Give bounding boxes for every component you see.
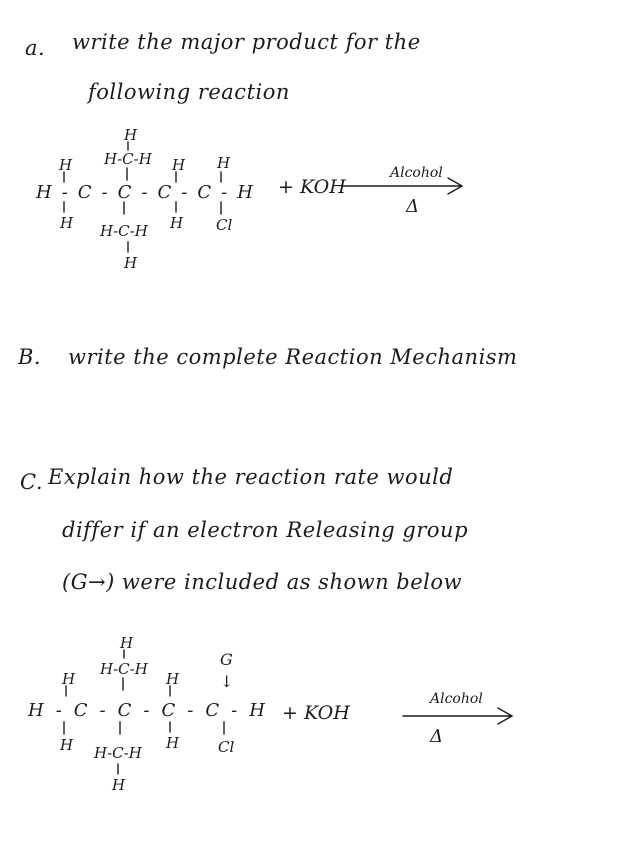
question-c-line3: (G→) were included as shown below [62, 570, 463, 594]
reaction1-molecule [0, 120, 633, 280]
reaction2-molecule [0, 630, 633, 810]
condition-heat: Δ [430, 726, 443, 747]
atom-h: H [124, 254, 138, 272]
atom-h: H [166, 734, 180, 752]
question-b-label: B. [18, 345, 42, 369]
methyl-group-bottom: H-C-H [100, 222, 148, 240]
reagent-koh: + KOH [282, 702, 350, 724]
atom-h: H [60, 736, 74, 754]
carbon-chain: H-C-C-C-C-H [36, 182, 263, 203]
atom-h: H [59, 156, 73, 174]
question-a-line2: following reaction [88, 80, 290, 104]
atom-h: H [60, 214, 74, 232]
atom-h: H [124, 126, 138, 144]
reaction-arrow [403, 708, 512, 724]
methyl-group-top: H-C-H [100, 660, 148, 678]
electron-releasing-group: G [220, 650, 233, 669]
condition-solvent: Alcohol [430, 691, 483, 707]
question-c-line2: differ if an electron Releasing group [62, 518, 469, 542]
atom-h: H [217, 154, 231, 172]
carbon-chain: H-C-C-C-C-H [28, 700, 277, 721]
question-b-text: write the complete Reaction Mechanism [68, 345, 518, 369]
condition-heat: Δ [406, 196, 419, 217]
atom-h: H [120, 634, 134, 652]
condition-solvent: Alcohol [390, 165, 443, 181]
atom-h: H [166, 670, 180, 688]
methyl-group-top: H-C-H [104, 150, 152, 168]
reagent-koh: + KOH [278, 176, 346, 198]
chlorine-atom: Cl [218, 738, 235, 756]
chlorine-atom: Cl [216, 216, 233, 234]
atom-h: H [172, 156, 186, 174]
question-a-line1: write the major product for the [72, 30, 421, 54]
group-arrow-icon: ↓ [220, 672, 234, 691]
methyl-group-bottom: H-C-H [94, 744, 142, 762]
atom-h: H [112, 776, 126, 794]
atom-h: H [170, 214, 184, 232]
question-a-label: a. [25, 36, 46, 60]
question-c-line1: Explain how the reaction rate would [48, 465, 454, 489]
atom-h: H [62, 670, 76, 688]
question-c-label: C. [20, 470, 43, 494]
